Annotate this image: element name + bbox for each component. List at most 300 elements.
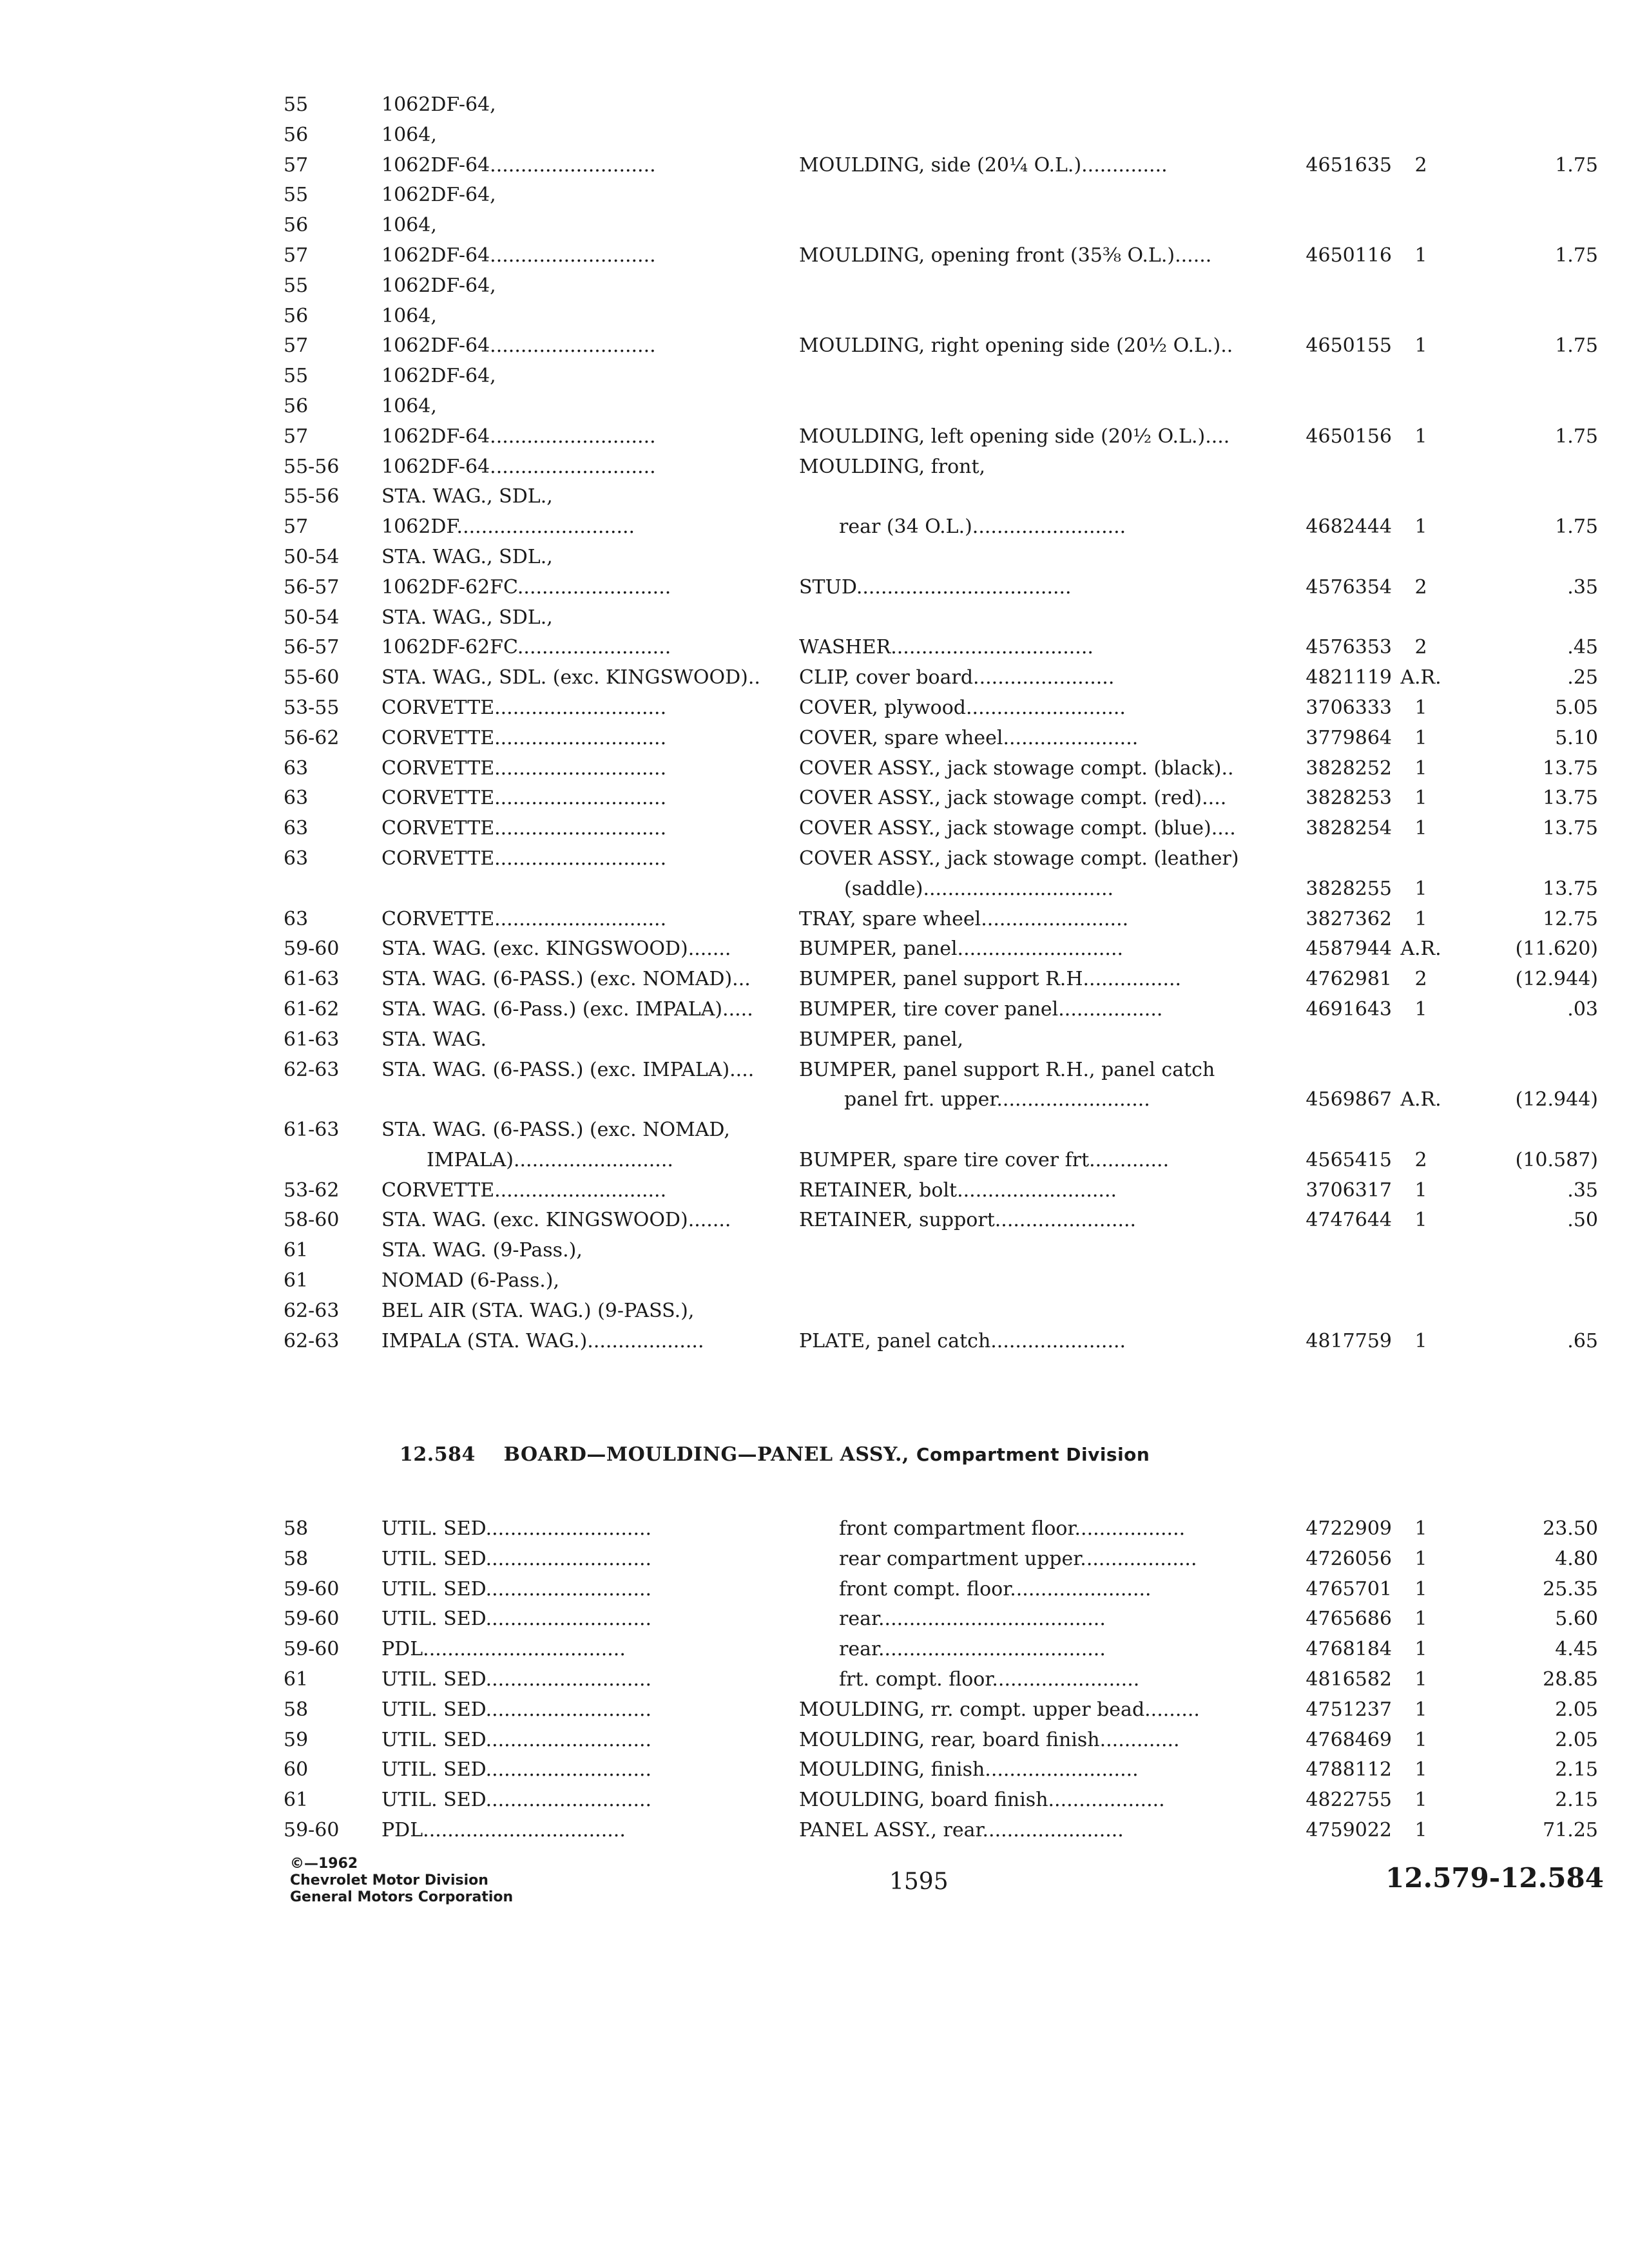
year-cell: 58-60 — [284, 1209, 340, 1232]
table-row — [284, 1206, 1598, 1236]
section-title-text: BOARD—MOULDING—PANEL ASSY., — [503, 1443, 909, 1466]
quantity-cell: 1 — [1414, 1667, 1427, 1691]
price-cell: .35 — [1567, 1178, 1598, 1202]
part-number-cell: 4768184 — [1306, 1638, 1392, 1661]
price-cell — [1469, 271, 1598, 302]
year-cell: 53-62 — [284, 1178, 340, 1202]
price-cell — [1469, 1025, 1598, 1055]
quantity-cell: 2 — [1414, 153, 1427, 177]
year-cell: 61-63 — [284, 1119, 340, 1142]
price-cell: .03 — [1567, 997, 1598, 1021]
part-number-cell: 3828254 — [1306, 817, 1392, 840]
model-cell: 1062DF-62FC......................... — [381, 636, 671, 659]
model-cell: 1062DF-64........................... — [381, 153, 656, 177]
quantity-cell: 2 — [1414, 1148, 1427, 1171]
table-row — [284, 1236, 1508, 1266]
price-cell — [1469, 361, 1598, 392]
price-cell: 1.75 — [1555, 334, 1598, 358]
year-cell: 55 — [284, 184, 309, 207]
part-number-cell — [1263, 1025, 1392, 1055]
year-cell: 59 — [284, 1728, 309, 1751]
year-cell: 55 — [284, 274, 309, 297]
model-cell: STA. WAG. (exc. KINGSWOOD)....... — [381, 1209, 731, 1232]
part-number-cell: 4751237 — [1306, 1698, 1392, 1721]
table-row — [284, 663, 1598, 693]
table-row — [284, 1085, 1598, 1115]
part-number-cell: 4759022 — [1306, 1818, 1392, 1841]
quantity-cell: 1 — [1414, 1789, 1427, 1812]
table-row — [284, 965, 1598, 995]
quantity-cell — [1379, 120, 1463, 151]
model-cell: CORVETTE............................ — [381, 1178, 667, 1202]
model-cell: CORVETTE............................ — [381, 847, 667, 870]
price-cell — [1469, 180, 1598, 211]
part-number-cell: 4650116 — [1306, 244, 1392, 267]
description-cell: STUD................................... — [799, 575, 1072, 599]
quantity-cell — [1379, 1296, 1463, 1327]
description-cell: MOULDING, finish......................... — [799, 1758, 1139, 1782]
year-cell: 55-56 — [284, 455, 340, 478]
part-number-cell — [1263, 1296, 1392, 1327]
quantity-cell: A.R. — [1400, 1088, 1441, 1111]
year-cell: 63 — [284, 847, 309, 870]
quantity-cell: 1 — [1414, 997, 1427, 1021]
year-cell: 62-63 — [284, 1329, 340, 1352]
year-cell: 56-57 — [284, 636, 340, 659]
year-cell: 56-62 — [284, 726, 340, 749]
quantity-cell: 2 — [1414, 968, 1427, 991]
price-cell: (12.944) — [1515, 1088, 1598, 1111]
description-cell: BUMPER, panel........................... — [799, 937, 1124, 961]
year-cell: 58 — [284, 1698, 309, 1721]
part-number-cell: 4788112 — [1306, 1758, 1392, 1782]
quantity-cell: 1 — [1414, 244, 1427, 267]
year-cell: 61 — [284, 1239, 309, 1262]
table-row — [284, 905, 1598, 935]
quantity-cell: 1 — [1414, 1698, 1427, 1721]
section-heading — [400, 1443, 1150, 1466]
quantity-cell — [1379, 1055, 1463, 1086]
price-cell — [1469, 603, 1598, 633]
part-number-cell — [1263, 361, 1392, 392]
table-row — [284, 1266, 1508, 1296]
price-cell: .35 — [1567, 575, 1598, 599]
model-cell: NOMAD (6-Pass.), — [381, 1269, 560, 1293]
part-number-cell: 4816582 — [1306, 1667, 1392, 1691]
price-cell: 1.75 — [1555, 425, 1598, 448]
quantity-cell: 1 — [1414, 1758, 1427, 1782]
table-row — [284, 1635, 1598, 1665]
quantity-cell — [1379, 603, 1463, 633]
model-cell: 1062DF-64........................... — [381, 425, 656, 448]
table-row — [284, 482, 1508, 512]
model-cell: 1064, — [381, 394, 437, 418]
year-cell: 59-60 — [284, 1608, 340, 1631]
year-cell: 55 — [284, 93, 309, 116]
description-cell: COVER, plywood.......................... — [799, 696, 1126, 719]
price-cell: .50 — [1567, 1209, 1598, 1232]
description-cell: BUMPER, tire cover panel................. — [799, 997, 1163, 1021]
price-cell: 5.10 — [1555, 726, 1598, 749]
price-cell: 1.75 — [1555, 153, 1598, 177]
part-number-cell: 4565415 — [1306, 1148, 1392, 1171]
year-cell: 59-60 — [284, 1818, 340, 1841]
price-cell: .65 — [1567, 1329, 1598, 1352]
description-cell: MOULDING, right opening side (20½ O.L.).. — [799, 334, 1233, 358]
year-cell: 63 — [284, 756, 309, 780]
part-number-cell: 4822755 — [1306, 1789, 1392, 1812]
description-cell: RETAINER, bolt.......................... — [799, 1178, 1117, 1202]
quantity-cell: 1 — [1414, 817, 1427, 840]
copyright-line: ©—1962 — [290, 1856, 358, 1872]
price-cell: 13.75 — [1543, 787, 1598, 810]
table-row — [284, 1544, 1598, 1575]
price-cell — [1469, 1296, 1598, 1327]
quantity-cell: 1 — [1414, 1209, 1427, 1232]
price-cell — [1469, 543, 1598, 573]
description-cell: MOULDING, left opening side (20½ O.L.).... — [799, 425, 1230, 448]
model-cell: UTIL. SED........................... — [381, 1758, 652, 1782]
table-row — [284, 1816, 1598, 1846]
year-cell — [284, 874, 361, 905]
description-cell: COVER, spare wheel...................... — [799, 726, 1139, 749]
part-number-cell: 3827362 — [1306, 907, 1392, 930]
quantity-cell: 1 — [1414, 696, 1427, 719]
quantity-cell: 2 — [1414, 636, 1427, 659]
table-row — [284, 1725, 1598, 1756]
quantity-cell — [1379, 392, 1463, 422]
model-cell: STA. WAG. (exc. KINGSWOOD)....... — [381, 937, 731, 961]
price-cell: (10.587) — [1515, 1148, 1598, 1171]
year-cell: 61-62 — [284, 997, 340, 1021]
part-number-cell — [1263, 302, 1392, 332]
part-number-cell: 4691643 — [1306, 997, 1392, 1021]
price-cell: 2.05 — [1555, 1728, 1598, 1751]
model-cell: 1062DF-64, — [381, 274, 496, 297]
description-cell: MOULDING, rear, board finish............. — [799, 1728, 1180, 1751]
table-row — [284, 1785, 1598, 1816]
description-cell: rear..................................... — [839, 1608, 1106, 1631]
price-cell: 5.05 — [1555, 696, 1598, 719]
description-cell: MOULDING, side (20¼ O.L.).............. — [799, 153, 1168, 177]
price-cell — [1469, 1236, 1598, 1266]
part-number-cell: 3706317 — [1306, 1178, 1392, 1202]
model-cell: STA. WAG., SDL., — [381, 545, 553, 568]
description-cell: PANEL ASSY., rear....................... — [799, 1818, 1124, 1841]
table-row — [284, 1604, 1598, 1635]
price-cell — [1469, 452, 1598, 483]
model-cell: IMPALA).......................... — [427, 1148, 673, 1171]
table-row — [284, 1176, 1598, 1206]
price-cell — [1469, 211, 1598, 241]
price-cell: 23.50 — [1543, 1517, 1598, 1540]
part-number-cell — [1263, 1115, 1392, 1146]
year-cell: 63 — [284, 817, 309, 840]
year-cell: 50-54 — [284, 606, 340, 629]
model-cell: UTIL. SED........................... — [381, 1667, 652, 1691]
year-cell: 59-60 — [284, 1638, 340, 1661]
section-subtitle: Compartment Division — [916, 1444, 1150, 1465]
model-cell: CORVETTE............................ — [381, 756, 667, 780]
part-number-cell: 4576353 — [1306, 636, 1392, 659]
part-number-cell — [1263, 180, 1392, 211]
price-cell: 13.75 — [1543, 756, 1598, 780]
part-number-cell: 3779864 — [1306, 726, 1392, 749]
part-number-cell: 3828252 — [1306, 756, 1392, 780]
model-cell: 1062DF............................. — [381, 515, 635, 539]
part-number-cell — [1263, 90, 1392, 120]
price-cell: 71.25 — [1543, 1818, 1598, 1841]
part-number-cell: 4762981 — [1306, 968, 1392, 991]
price-cell: 5.60 — [1555, 1608, 1598, 1631]
quantity-cell: 1 — [1414, 1608, 1427, 1631]
part-number-cell: 4576354 — [1306, 575, 1392, 599]
model-cell: CORVETTE............................ — [381, 787, 667, 810]
quantity-cell — [1379, 361, 1463, 392]
model-cell: 1062DF-64, — [381, 93, 496, 116]
model-cell: STA. WAG. (6-PASS.) (exc. NOMAD)... — [381, 968, 751, 991]
section-range: 12.579-12.584 — [1385, 1862, 1604, 1894]
year-cell: 56-57 — [284, 575, 340, 599]
description-cell: PLATE, panel catch...................... — [799, 1329, 1126, 1352]
table-row — [284, 392, 1508, 422]
model-cell: 1062DF-64, — [381, 365, 496, 388]
model-cell: STA. WAG., SDL. (exc. KINGSWOOD).. — [381, 666, 760, 689]
model-cell: 1062DF-64........................... — [381, 455, 656, 478]
table-row — [284, 724, 1598, 754]
quantity-cell: 1 — [1414, 1728, 1427, 1751]
part-number-cell: 4722909 — [1306, 1517, 1392, 1540]
price-cell: 2.15 — [1555, 1789, 1598, 1812]
quantity-cell: 1 — [1414, 787, 1427, 810]
description-cell: BUMPER, panel support R.H., panel catch — [799, 1058, 1215, 1081]
quantity-cell — [1379, 1025, 1463, 1055]
table-row — [284, 1514, 1598, 1544]
table-row — [284, 934, 1598, 965]
model-cell: STA. WAG. — [381, 1028, 487, 1051]
model-cell: BEL AIR (STA. WAG.) (9-PASS.), — [381, 1299, 695, 1322]
table-row — [284, 241, 1598, 271]
price-cell — [1469, 392, 1598, 422]
year-cell: 62-63 — [284, 1058, 340, 1081]
part-number-cell: 4682444 — [1306, 515, 1392, 539]
model-cell: 1064, — [381, 123, 437, 146]
table-row — [284, 90, 1508, 120]
year-cell: 61 — [284, 1269, 309, 1293]
part-number-cell — [1263, 392, 1392, 422]
year-cell: 58 — [284, 1547, 309, 1570]
model-cell: STA. WAG. (6-Pass.) (exc. IMPALA)..... — [381, 997, 753, 1021]
quantity-cell: 1 — [1414, 425, 1427, 448]
year-cell: 61-63 — [284, 1028, 340, 1051]
quantity-cell — [1379, 180, 1463, 211]
model-cell: STA. WAG. (9-Pass.), — [381, 1239, 583, 1262]
year-cell: 60 — [284, 1758, 309, 1782]
year-cell: 53-55 — [284, 696, 340, 719]
model-cell: STA. WAG., SDL., — [381, 485, 553, 508]
quantity-cell: 1 — [1414, 1818, 1427, 1841]
year-cell: 63 — [284, 787, 309, 810]
price-cell: 13.75 — [1543, 877, 1598, 900]
quantity-cell — [1379, 90, 1463, 120]
model-cell: UTIL. SED........................... — [381, 1577, 652, 1600]
part-number-cell: 4817759 — [1306, 1329, 1392, 1352]
part-number-cell: 3828255 — [1306, 877, 1392, 900]
table-row — [284, 361, 1508, 392]
description-cell: COVER ASSY., jack stowage compt. (blue).... — [799, 817, 1236, 840]
year-cell: 55-56 — [284, 485, 340, 508]
description-cell: CLIP, cover board....................... — [799, 666, 1115, 689]
part-number-cell: 3828253 — [1306, 787, 1392, 810]
price-cell — [1469, 1055, 1598, 1086]
part-number-cell: 4651635 — [1306, 153, 1392, 177]
parts-table-bottom — [284, 1514, 1598, 1846]
model-cell: STA. WAG. (6-PASS.) (exc. NOMAD, — [381, 1119, 730, 1142]
description-cell: (saddle)............................... — [844, 877, 1114, 900]
year-cell: 56 — [284, 304, 309, 327]
table-row — [284, 1025, 1508, 1055]
price-cell: .45 — [1567, 636, 1598, 659]
quantity-cell: 1 — [1414, 1329, 1427, 1352]
quantity-cell — [1379, 452, 1463, 483]
quantity-cell: 1 — [1414, 334, 1427, 358]
table-row — [284, 211, 1508, 241]
quantity-cell: 1 — [1414, 877, 1427, 900]
table-row — [284, 995, 1598, 1025]
part-number-cell: 4768469 — [1306, 1728, 1392, 1751]
description-cell: BUMPER, panel support R.H................ — [799, 968, 1182, 991]
year-cell: 55 — [284, 365, 309, 388]
year-cell: 56 — [284, 214, 309, 237]
quantity-cell — [1379, 1115, 1463, 1146]
description-cell: frt. compt. floor........................ — [839, 1667, 1140, 1691]
model-cell: 1062DF-64........................... — [381, 244, 656, 267]
description-cell: front compt. floor....................... — [839, 1577, 1152, 1600]
table-row — [284, 120, 1508, 151]
part-number-cell: 4747644 — [1306, 1209, 1392, 1232]
year-cell: 61 — [284, 1667, 309, 1691]
price-cell — [1469, 1266, 1598, 1296]
description-cell: BUMPER, spare tire cover frt............. — [799, 1148, 1170, 1171]
table-row — [284, 693, 1598, 724]
year-cell — [284, 1146, 361, 1176]
description-cell: TRAY, spare wheel........................ — [799, 907, 1129, 930]
part-number-cell — [1263, 603, 1392, 633]
quantity-cell: 1 — [1414, 1547, 1427, 1570]
table-row — [284, 603, 1508, 633]
price-cell: 12.75 — [1543, 907, 1598, 930]
table-row — [284, 302, 1508, 332]
division-line: Chevrolet Motor Division — [290, 1872, 488, 1888]
model-cell: 1064, — [381, 214, 437, 237]
table-row — [284, 180, 1508, 211]
price-cell — [1469, 1115, 1598, 1146]
year-cell: 57 — [284, 425, 309, 448]
table-row — [284, 1115, 1508, 1146]
table-row — [284, 874, 1598, 905]
part-number-cell: 4821119 — [1306, 666, 1392, 689]
price-cell: 25.35 — [1543, 1577, 1598, 1600]
year-cell — [284, 1085, 361, 1115]
quantity-cell: A.R. — [1400, 937, 1441, 961]
model-cell: UTIL. SED........................... — [381, 1547, 652, 1570]
quantity-cell: 1 — [1414, 1517, 1427, 1540]
description-cell: RETAINER, support....................... — [799, 1209, 1137, 1232]
quantity-cell: 1 — [1414, 756, 1427, 780]
description-cell: BUMPER, panel, — [799, 1028, 964, 1051]
table-row — [284, 844, 1508, 874]
price-cell: (12.944) — [1515, 968, 1598, 991]
part-number-cell — [1263, 543, 1392, 573]
description-cell: MOULDING, rr. compt. upper bead......... — [799, 1698, 1200, 1721]
year-cell: 57 — [284, 153, 309, 177]
table-row — [284, 422, 1598, 452]
price-cell: .25 — [1567, 666, 1598, 689]
part-number-cell: 4569867 — [1306, 1088, 1392, 1111]
table-row — [284, 512, 1598, 543]
model-cell: CORVETTE............................ — [381, 696, 667, 719]
part-number-cell: 4650155 — [1306, 334, 1392, 358]
quantity-cell: 1 — [1414, 1577, 1427, 1600]
price-cell: 1.75 — [1555, 515, 1598, 539]
price-cell: 28.85 — [1543, 1667, 1598, 1691]
part-number-cell — [1263, 211, 1392, 241]
price-cell: 2.15 — [1555, 1758, 1598, 1782]
table-row — [284, 1665, 1598, 1695]
price-cell: 4.80 — [1555, 1547, 1598, 1570]
part-number-cell: 4726056 — [1306, 1547, 1392, 1570]
table-row — [284, 783, 1598, 814]
model-cell: CORVETTE............................ — [381, 907, 667, 930]
quantity-cell — [1379, 211, 1463, 241]
model-cell: 1062DF-64........................... — [381, 334, 656, 358]
quantity-cell: 2 — [1414, 575, 1427, 599]
description-cell: rear (34 O.L.)......................... — [839, 515, 1126, 539]
quantity-cell: 1 — [1414, 907, 1427, 930]
year-cell: 50-54 — [284, 545, 340, 568]
description-cell: rear compartment upper................... — [839, 1547, 1197, 1570]
table-row — [284, 1055, 1508, 1086]
price-cell — [1469, 482, 1598, 512]
part-number-cell — [1263, 1055, 1392, 1086]
table-row — [284, 1755, 1598, 1785]
quantity-cell — [1379, 844, 1463, 874]
quantity-cell: 1 — [1414, 515, 1427, 539]
part-number-cell — [1263, 1236, 1392, 1266]
price-cell — [1469, 90, 1598, 120]
quantity-cell — [1379, 1236, 1463, 1266]
description-cell: MOULDING, front, — [799, 455, 986, 478]
year-cell: 63 — [284, 907, 309, 930]
description-cell: COVER ASSY., jack stowage compt. (black).. — [799, 756, 1234, 780]
year-cell: 59-60 — [284, 1577, 340, 1600]
year-cell: 61-63 — [284, 968, 340, 991]
quantity-cell: 1 — [1414, 726, 1427, 749]
table-row — [284, 1146, 1598, 1176]
part-number-cell: 4650156 — [1306, 425, 1392, 448]
year-cell: 62-63 — [284, 1299, 340, 1322]
parts-table-top — [284, 90, 1598, 1356]
table-row — [284, 271, 1508, 302]
table-row — [284, 814, 1598, 844]
model-cell: UTIL. SED........................... — [381, 1698, 652, 1721]
model-cell: UTIL. SED........................... — [381, 1517, 652, 1540]
model-cell: CORVETTE............................ — [381, 726, 667, 749]
part-number-cell: 4587944 — [1306, 937, 1392, 961]
quantity-cell — [1379, 543, 1463, 573]
description-cell: panel frt. upper......................... — [844, 1088, 1150, 1111]
corporation-line: General Motors Corporation — [290, 1889, 514, 1905]
